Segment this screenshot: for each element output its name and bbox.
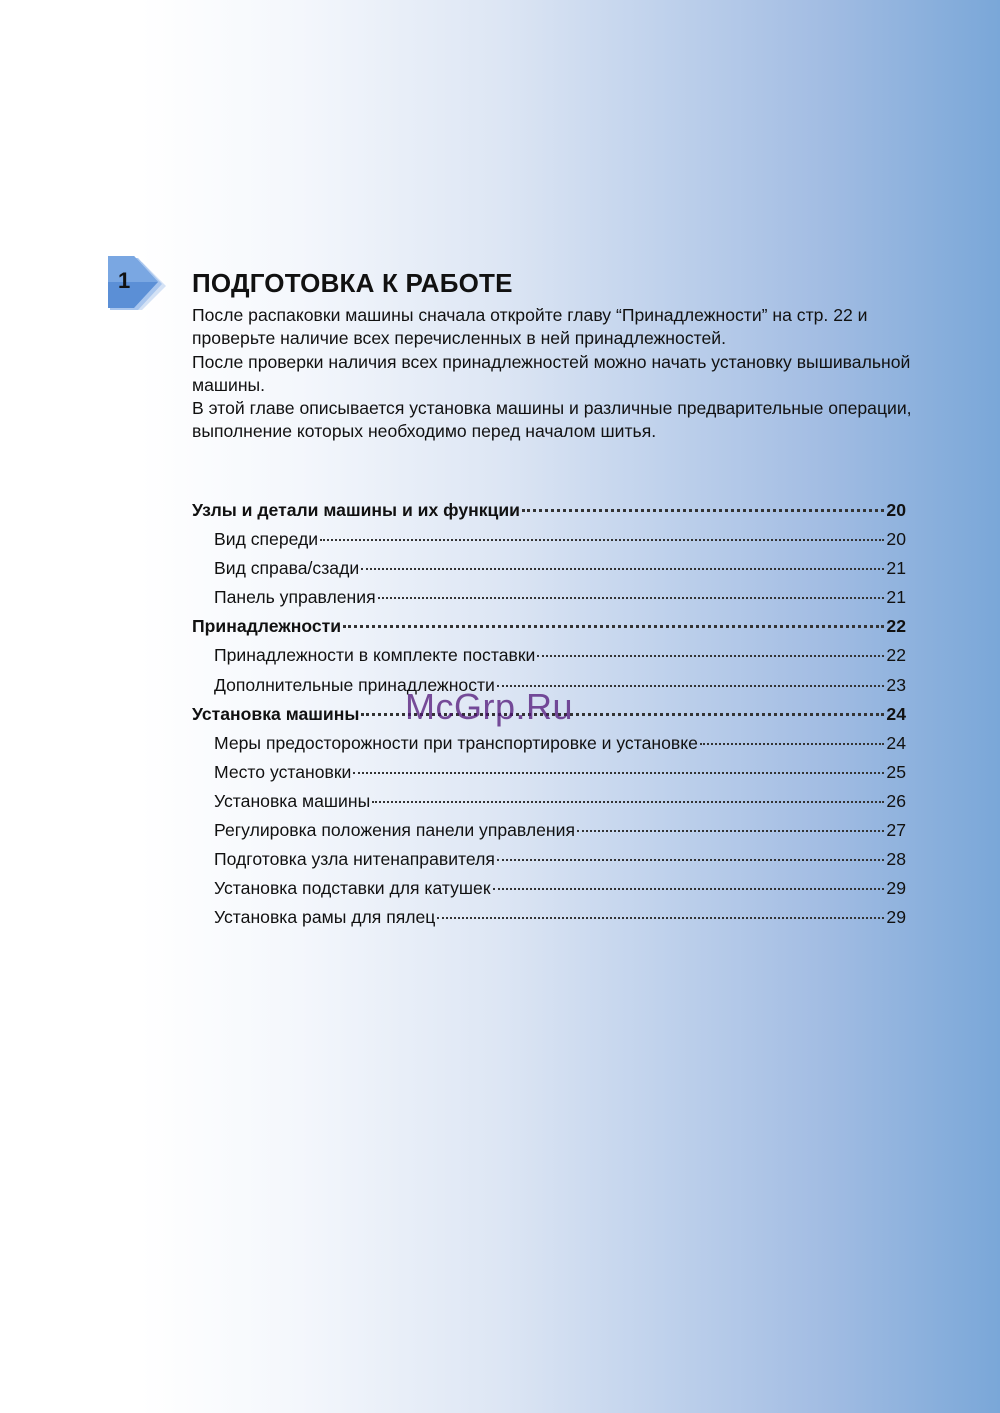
toc-entry-label: Подготовка узла нитенаправителя xyxy=(214,849,495,870)
toc-entry-label: Принадлежности xyxy=(192,616,342,637)
toc-subsection-row[interactable] xyxy=(192,529,906,558)
toc-page-number: 21 xyxy=(886,587,906,608)
toc-subsection-row[interactable] xyxy=(192,849,906,878)
toc-section-row[interactable] xyxy=(192,616,906,645)
toc-subsection-row[interactable] xyxy=(192,645,906,674)
toc-subsection-row[interactable] xyxy=(192,820,906,849)
intro-paragraph: После распаковки машины сначала откройте главу “Принадлежности” на стр. 22 и проверьте наличие всех перечисленных в ней принадлежностей. xyxy=(192,305,868,349)
toc-entry-label: Вид спереди xyxy=(214,529,319,550)
chapter-number: 1 xyxy=(118,268,131,293)
watermark: McGrp.Ru xyxy=(405,686,574,727)
toc-entry-label: Узлы и детали машины и их функции xyxy=(192,500,520,520)
toc-entry-label: Панель управления xyxy=(214,587,376,608)
toc-dot-leader xyxy=(537,655,884,657)
toc-entry-label: Установка подставки для катушек xyxy=(214,878,491,899)
toc-subsection-row[interactable] xyxy=(192,587,906,616)
toc-page-number: 29 xyxy=(886,907,906,928)
intro-text xyxy=(192,304,952,444)
intro-paragraph: После проверки наличия всех принадлежностей можно начать установку вышивальной машины. xyxy=(192,351,911,395)
toc-dot-leader xyxy=(497,859,885,861)
toc-page-number: 20 xyxy=(886,529,906,550)
toc-dot-leader xyxy=(700,743,885,745)
toc-dot-leader xyxy=(437,917,884,919)
toc-page-number: 22 xyxy=(886,616,906,637)
toc-entry-label: Установка машины xyxy=(214,790,371,811)
toc-entry-label: Регулировка положения панели управления xyxy=(214,820,575,841)
toc-dot-leader xyxy=(378,597,885,599)
toc-page-number: 21 xyxy=(886,558,906,579)
toc-page-number: 20 xyxy=(886,500,906,520)
toc-section-row[interactable] xyxy=(192,500,906,529)
toc-page-number: 27 xyxy=(886,820,906,841)
toc-dot-leader xyxy=(577,830,884,832)
toc-page-number: 24 xyxy=(886,732,906,753)
toc-entry-label: Меры предосторожности при транспортировке и установке xyxy=(214,732,698,753)
toc-page-number: 25 xyxy=(886,761,906,782)
toc-entry-label: Принадлежности в комплекте поставки xyxy=(214,645,536,666)
toc-dot-leader xyxy=(493,888,885,890)
toc-page-number: 22 xyxy=(886,645,906,666)
toc-subsection-row[interactable] xyxy=(192,733,906,762)
toc-page-number: 24 xyxy=(886,703,906,724)
toc-dot-leader xyxy=(522,509,884,512)
toc-dot-leader xyxy=(372,801,884,803)
toc-dot-leader xyxy=(353,772,884,774)
toc-page-number: 28 xyxy=(886,849,906,870)
chapter-title: ПОДГОТОВКА К РАБОТЕ xyxy=(192,268,513,298)
toc-subsection-row[interactable] xyxy=(192,878,906,907)
toc-page-number: 26 xyxy=(886,790,906,811)
toc-entry-label: Место установки xyxy=(214,761,352,782)
toc-subsection-row[interactable] xyxy=(192,558,906,587)
toc-dot-leader xyxy=(343,625,884,628)
toc-entry-label: Установка рамы для пялец xyxy=(214,907,436,928)
toc-page-number: 23 xyxy=(886,674,906,695)
toc-entry-label: Вид справа/сзади xyxy=(214,558,360,579)
toc-subsection-row[interactable] xyxy=(192,907,906,936)
chapter-marker xyxy=(108,256,170,312)
toc-subsection-row[interactable] xyxy=(192,762,906,791)
toc-entry-label: Установка машины xyxy=(192,703,360,724)
toc-page-number: 29 xyxy=(886,878,906,899)
toc-dot-leader xyxy=(361,568,884,570)
intro-paragraph: В этой главе описывается установка машины и различные предварительные операции, выполнение которых необходимо перед началом шитья. xyxy=(192,398,912,442)
toc-dot-leader xyxy=(320,539,884,541)
toc-entry-label: Дополнительные принадлежности xyxy=(214,674,495,695)
toc-subsection-row[interactable] xyxy=(192,791,906,820)
